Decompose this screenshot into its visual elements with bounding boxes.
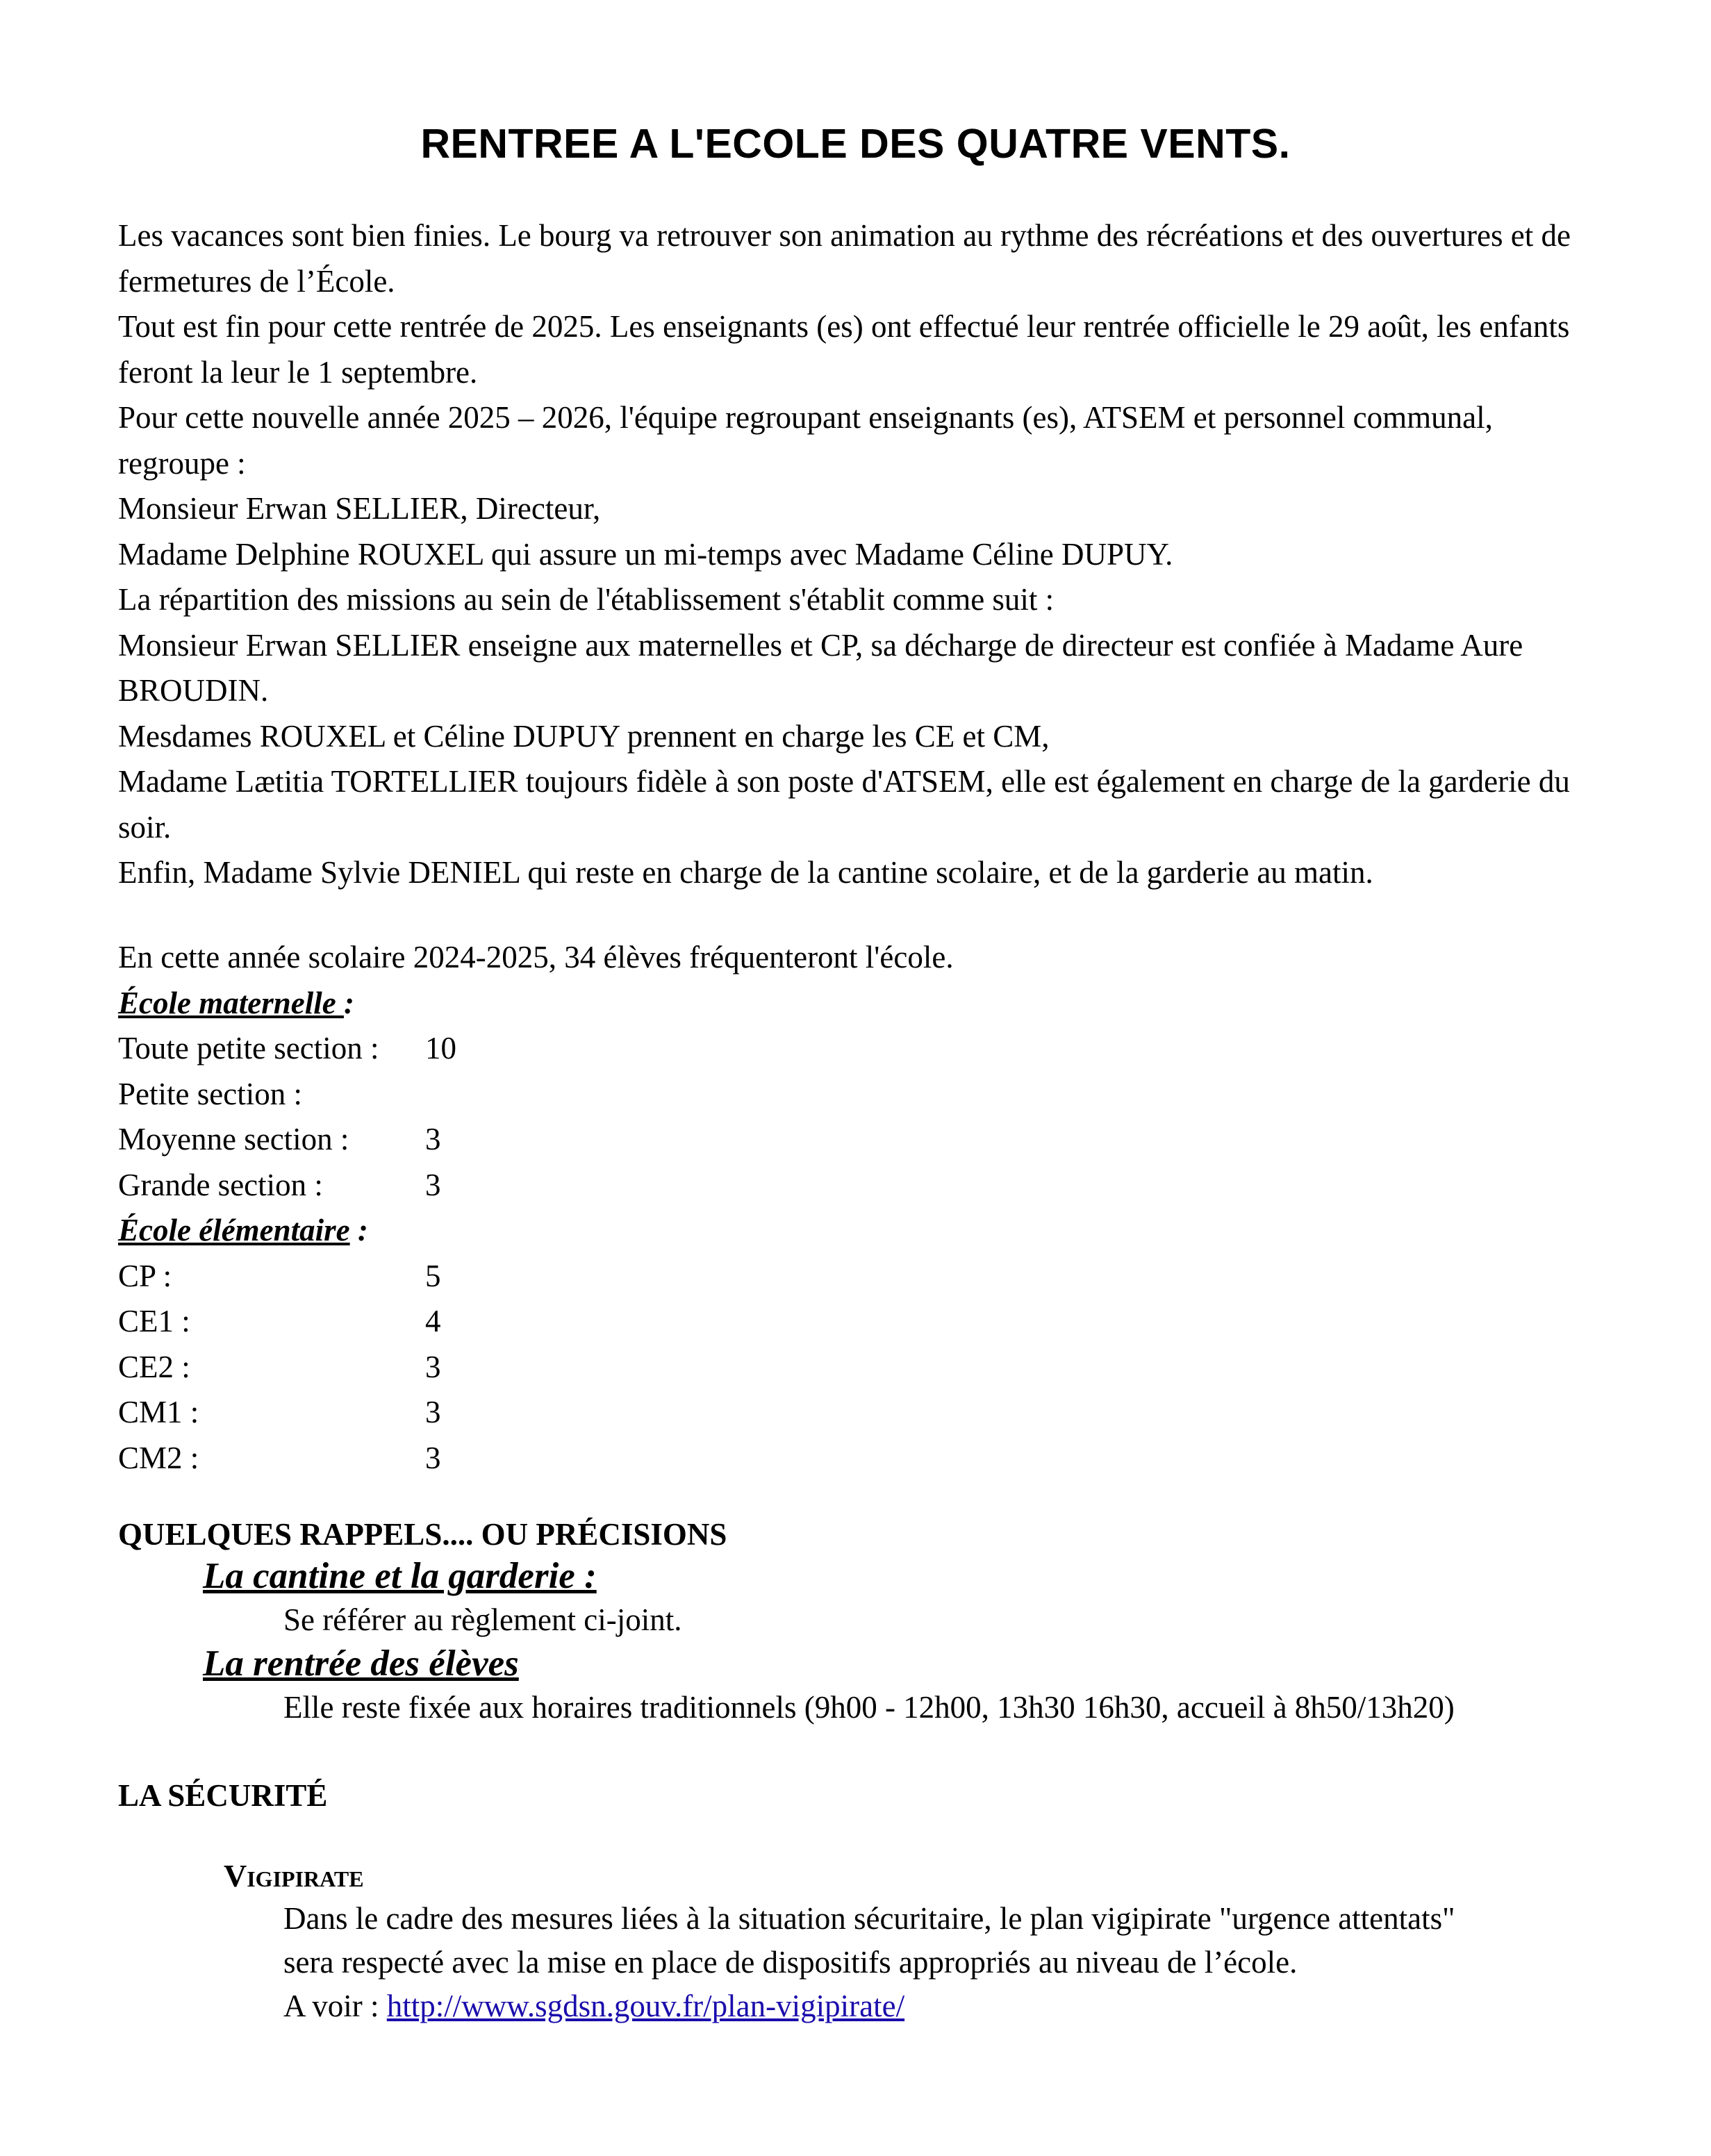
student-counts <box>118 935 1598 1481</box>
count-row <box>118 1026 1598 1072</box>
count-row <box>118 1254 1598 1300</box>
elementaire-heading-text: École élémentaire <box>118 1213 350 1247</box>
intro-paragraph: Tout est fin pour cette rentrée de 2025. Les enseignants (es) ont effectué leur rentrée officielle le 29 août, les enfants feront la leur le 1 septembre. <box>118 309 1570 390</box>
vigipirate-text: Dans le cadre des mesures liées à la situation sécuritaire, le plan vigipirate "urgence attentats" <box>283 1901 1455 1936</box>
elementaire-heading-colon: : <box>349 1213 368 1247</box>
intro-paragraph: Madame Delphine ROUXEL qui assure un mi-temps avec Madame Céline DUPUY. <box>118 536 1173 572</box>
count-value: 3 <box>425 1440 441 1475</box>
intro-paragraph: Enfin, Madame Sylvie DENIEL qui reste en charge de la cantine scolaire, et de la garderie au matin. <box>118 855 1373 890</box>
intro-paragraph: Monsieur Erwan SELLIER, Directeur, <box>118 491 601 526</box>
students-summary: En cette année scolaire 2024-2025, 34 élèves fréquenteront l'école. <box>118 940 954 975</box>
count-value: 3 <box>425 1122 441 1156</box>
count-label: Petite section : <box>118 1076 302 1111</box>
count-label: CE2 : <box>118 1349 190 1384</box>
count-label: Toute petite section : <box>118 1031 379 1065</box>
count-value: 3 <box>425 1167 441 1202</box>
count-row <box>118 1390 1598 1436</box>
maternelle-heading-text: École maternelle <box>118 985 344 1020</box>
rappels-section <box>118 1515 1646 1729</box>
intro-paragraph: Pour cette nouvelle année 2025 – 2026, l'équipe regroupant enseignants (es), ATSEM et personnel communal, regroupe : <box>118 400 1493 481</box>
intro-paragraph: Mesdames ROUXEL et Céline DUPUY prennent en charge les CE et CM, <box>118 718 1050 754</box>
count-label: CM1 : <box>118 1395 199 1429</box>
maternelle-heading-colon: : <box>343 985 354 1020</box>
count-row <box>118 1436 1598 1482</box>
count-value: 3 <box>425 1349 441 1384</box>
intro-paragraph: Les vacances sont bien finies. Le bourg va retrouver son animation au rythme des récréations et des ouvertures et de fermetures de l’École. <box>118 218 1571 299</box>
count-label: CE1 : <box>118 1304 190 1338</box>
intro-paragraph: Monsieur Erwan SELLIER enseigne aux maternelles et CP, sa décharge de directeur est confiée à Madame Aure BROUDIN. <box>118 627 1523 708</box>
count-row <box>118 1117 1598 1163</box>
page-title: RENTREE A L'ECOLE DES QUATRE VENTS. <box>420 121 1291 167</box>
rentree-text: Elle reste fixée aux horaires traditionnels (9h00 - 12h00, 13h30 16h30, accueil à 8h50/13h20) <box>283 1690 1455 1725</box>
count-label: CM2 : <box>118 1440 199 1475</box>
cantine-text: Se référer au règlement ci-joint. <box>283 1602 682 1637</box>
count-value: 5 <box>425 1258 441 1293</box>
cantine-heading: La cantine et la garderie : <box>203 1556 597 1596</box>
count-label: Grande section : <box>118 1167 323 1202</box>
vigipirate-link[interactable]: http://www.sgdsn.gouv.fr/plan-vigipirate/ <box>386 1989 905 2023</box>
count-value: 3 <box>425 1395 441 1429</box>
count-row <box>118 1345 1598 1391</box>
rentree-heading: La rentrée des élèves <box>203 1643 519 1684</box>
count-row <box>118 1072 1598 1118</box>
count-label: CP : <box>118 1258 172 1293</box>
intro-text <box>118 213 1598 896</box>
intro-paragraph: La répartition des missions au sein de l'établissement s'établit comme suit : <box>118 582 1055 617</box>
link-prefix: A voir : <box>283 1989 387 2023</box>
count-row <box>118 1163 1598 1209</box>
count-value: 4 <box>425 1304 441 1338</box>
securite-heading: LA SÉCURITÉ <box>118 1778 328 1813</box>
elementaire-heading <box>118 1208 1598 1254</box>
count-value: 10 <box>425 1031 456 1065</box>
count-label: Moyenne section : <box>118 1122 349 1156</box>
intro-paragraph: Madame Lætitia TORTELLIER toujours fidèle à son poste d'ATSEM, elle est également en charge de la garderie du soir. <box>118 764 1570 845</box>
maternelle-heading <box>118 981 1598 1027</box>
securite-section <box>118 1776 1646 2028</box>
vigipirate-heading: Vigipirate <box>224 1858 364 1893</box>
vigipirate-link-line <box>283 1984 1646 2028</box>
count-row <box>118 1299 1598 1345</box>
vigipirate-text: sera respecté avec la mise en place de dispositifs appropriés au niveau de l’école. <box>283 1945 1298 1980</box>
rappels-heading: QUELQUES RAPPELS.... OU PRÉCISIONS <box>118 1517 727 1552</box>
